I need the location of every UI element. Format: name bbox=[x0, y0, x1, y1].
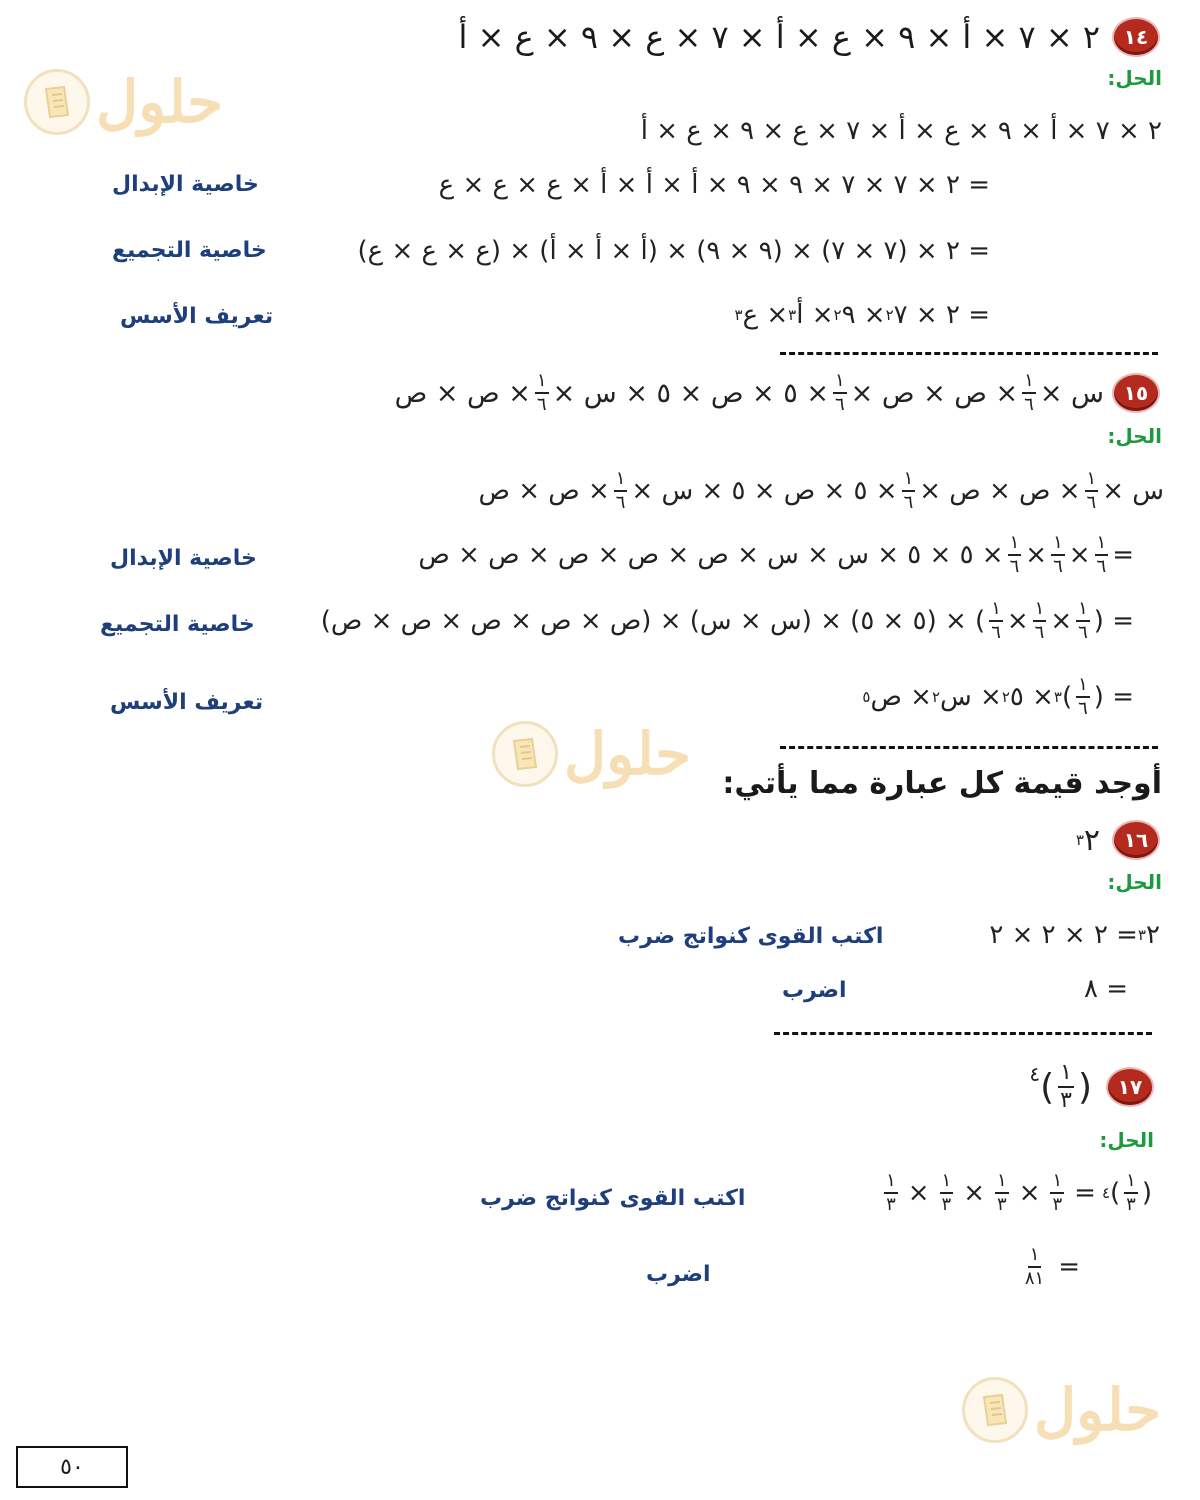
exponent: ٢ bbox=[833, 306, 842, 324]
denominator: ٣ bbox=[941, 1194, 952, 1215]
fraction bbox=[614, 470, 628, 512]
eq-part: × س bbox=[940, 682, 1002, 712]
fraction bbox=[1085, 470, 1099, 512]
denominator: ٣ bbox=[997, 1194, 1007, 1215]
eq-part: × ٥ × ص × ٥ × س × bbox=[552, 377, 829, 409]
reason-label: خاصية الإبدال bbox=[112, 172, 259, 197]
problem-number-badge: ١٧ bbox=[1108, 1069, 1152, 1105]
solution-line bbox=[321, 600, 1134, 642]
numerator: ١ bbox=[1051, 534, 1065, 556]
eq-part: س × bbox=[1102, 476, 1164, 506]
times-sign: × bbox=[1018, 1178, 1041, 1208]
denominator: ٦ bbox=[1024, 394, 1034, 415]
solution-line bbox=[989, 920, 1160, 950]
exponent: ٥ bbox=[862, 688, 871, 706]
eq-part: × ص × ص bbox=[478, 476, 610, 506]
numerator: ١ bbox=[995, 1172, 1009, 1194]
eq-part: = ( bbox=[1093, 682, 1134, 712]
solution-label: الحل: bbox=[1107, 424, 1162, 448]
power-base: ٢ bbox=[1146, 920, 1160, 950]
page-number-box bbox=[16, 1446, 128, 1488]
eq-part: ) × (٥ × ٥) × (س × س) × (ص × ص × ص × ص × ص) bbox=[320, 606, 986, 636]
equation-text: = ٢ × (٧ × ٧) × (٩ × ٩) × (أ × أ × أ) × (ع × ع × ع) bbox=[357, 236, 990, 266]
fraction bbox=[902, 470, 916, 512]
exponent: ٣ bbox=[788, 306, 797, 324]
section-heading: أوجد قيمة كل عبارة مما يأتي: bbox=[722, 766, 1162, 801]
equation-text bbox=[321, 600, 1134, 642]
eq-part: = bbox=[1058, 1252, 1080, 1282]
open-paren: ( bbox=[1077, 1066, 1092, 1108]
denominator: ٦ bbox=[1078, 622, 1088, 643]
fraction bbox=[1051, 534, 1065, 576]
fraction bbox=[995, 1172, 1009, 1214]
denominator: ٦ bbox=[835, 394, 845, 415]
problem-number-badge: ١٤ bbox=[1114, 19, 1158, 55]
question-expression: ٢ × ٧ × أ × ٩ × ع × أ × ٧ × ع × ٩ × ع × أ bbox=[458, 18, 1100, 56]
solution-line bbox=[439, 170, 990, 200]
fraction bbox=[833, 372, 847, 414]
reason-label: تعريف الأسس bbox=[120, 304, 274, 329]
eq-part: × ص bbox=[870, 682, 932, 712]
question-expression bbox=[395, 372, 1104, 414]
exponent: ٢ bbox=[931, 688, 941, 706]
numerator: ١ bbox=[884, 1172, 898, 1194]
numerator: ١ bbox=[833, 372, 847, 394]
fraction bbox=[989, 600, 1003, 642]
solution-line bbox=[479, 470, 1165, 512]
eq-part: س × bbox=[1039, 377, 1104, 409]
reason-label: خاصية الإبدال bbox=[110, 546, 257, 571]
solution-line bbox=[641, 116, 1162, 146]
dashed-divider bbox=[780, 352, 1158, 355]
book-icon bbox=[24, 69, 90, 135]
numerator: ١ bbox=[614, 470, 628, 492]
exponent: ٣ bbox=[734, 306, 743, 324]
numerator: ١ bbox=[1124, 1172, 1138, 1194]
times-sign: × bbox=[907, 1178, 930, 1208]
denominator: ٣ bbox=[1052, 1194, 1063, 1215]
numerator: ١ bbox=[1058, 1062, 1074, 1088]
reason-label: خاصية التجميع bbox=[100, 612, 255, 637]
times-sign: × bbox=[1050, 606, 1073, 636]
numerator: ١ bbox=[1022, 372, 1036, 394]
question-expression bbox=[1029, 1062, 1092, 1112]
fraction bbox=[1076, 676, 1090, 718]
fraction bbox=[1058, 1062, 1074, 1112]
fraction bbox=[1124, 1172, 1138, 1214]
close-paren: ) bbox=[1040, 1066, 1055, 1108]
reason-label: اضرب bbox=[646, 1262, 711, 1287]
page-number: ٥٠ bbox=[60, 1454, 84, 1480]
equation-text bbox=[989, 920, 1160, 950]
denominator: ٦ bbox=[1078, 698, 1088, 719]
solution-label: الحل: bbox=[1107, 66, 1162, 90]
fraction bbox=[535, 372, 549, 414]
dashed-divider bbox=[780, 746, 1158, 749]
problem-14-question bbox=[459, 18, 1158, 56]
eq-part: × أ bbox=[796, 300, 834, 330]
eq-part: = ٢ × ٢ × ٢ bbox=[989, 920, 1138, 950]
denominator: ٦ bbox=[536, 394, 547, 415]
numerator: ١ bbox=[535, 372, 549, 394]
eq-part: = ( bbox=[1093, 606, 1134, 636]
numerator: ١ bbox=[1028, 1246, 1042, 1268]
denominator: ٦ bbox=[903, 492, 914, 513]
fraction bbox=[884, 1172, 898, 1214]
watermark-text: حلول bbox=[564, 720, 692, 788]
equation-text: = ٢ × ٧ × ٧ × ٩ × ٩ × أ × أ × أ × ع × ع × ع bbox=[438, 170, 990, 200]
watermark bbox=[24, 68, 223, 136]
fraction bbox=[1022, 372, 1036, 414]
equation-text: = ٨ bbox=[1083, 974, 1128, 1004]
eq-part: × ٥ × ٥ × س × س × ص × ص × ص × ص × ص bbox=[418, 540, 1004, 570]
fraction bbox=[1008, 534, 1022, 576]
solution-line bbox=[735, 300, 990, 330]
solution-line bbox=[418, 534, 1134, 576]
denominator: ٣ bbox=[1126, 1194, 1136, 1215]
watermark-text: حلول bbox=[1034, 1376, 1162, 1444]
exponent: ٣ bbox=[1053, 688, 1062, 706]
book-icon bbox=[492, 721, 558, 787]
times-sign: × bbox=[963, 1178, 986, 1208]
fraction bbox=[1025, 1246, 1044, 1288]
denominator: ٦ bbox=[1009, 556, 1020, 577]
exponent: ٢ bbox=[1001, 688, 1010, 706]
numerator: ١ bbox=[1008, 534, 1022, 556]
problem-number-badge: ١٥ bbox=[1114, 375, 1158, 411]
numerator: ١ bbox=[1076, 676, 1090, 698]
equation-text bbox=[1021, 1246, 1080, 1288]
dashed-divider bbox=[774, 1032, 1152, 1035]
denominator: ٦ bbox=[1053, 556, 1063, 577]
times-sign: × bbox=[1006, 606, 1029, 636]
numerator: ١ bbox=[989, 600, 1003, 622]
problem-16-question bbox=[1076, 822, 1158, 858]
numerator: ١ bbox=[1085, 470, 1099, 492]
book-icon bbox=[962, 1377, 1028, 1443]
eq-part: × ٥ × ص × ٥ × س × bbox=[631, 476, 898, 506]
eq-part: × ص × ص × bbox=[850, 377, 1019, 409]
numerator: ١ bbox=[1095, 534, 1109, 556]
eq-part: × ص × ص bbox=[394, 377, 531, 409]
equation-text bbox=[479, 470, 1165, 512]
solution-line bbox=[1021, 1246, 1080, 1288]
watermark bbox=[962, 1376, 1161, 1444]
fraction bbox=[1076, 600, 1090, 642]
question-expression bbox=[1076, 823, 1100, 858]
denominator: ٣ bbox=[1060, 1088, 1072, 1113]
open-paren: ( bbox=[1141, 1178, 1152, 1208]
watermark bbox=[492, 720, 691, 788]
solution-line bbox=[358, 236, 990, 266]
times-sign: × bbox=[1025, 540, 1048, 570]
reason-label: تعريف الأسس bbox=[110, 690, 264, 715]
denominator: ٨١ bbox=[1024, 1268, 1045, 1289]
reason-label: اكتب القوى كنواتج ضرب bbox=[480, 1186, 746, 1211]
watermark-text: حلول bbox=[96, 68, 224, 136]
fraction bbox=[1033, 600, 1047, 642]
solution-line bbox=[1084, 974, 1128, 1004]
solution-label: الحل: bbox=[1099, 1128, 1154, 1152]
close-paren: ) bbox=[1110, 1178, 1121, 1208]
problem-15-question bbox=[395, 372, 1158, 414]
numerator: ١ bbox=[1033, 600, 1047, 622]
exponent: ٣ bbox=[1137, 926, 1147, 944]
eq-part: = ٢ × ٧ bbox=[893, 300, 990, 330]
solution-label: الحل: bbox=[1107, 870, 1162, 894]
denominator: ٦ bbox=[991, 622, 1001, 643]
reason-label: اضرب bbox=[782, 978, 847, 1003]
power-base: ٢ bbox=[1083, 822, 1100, 858]
numerator: ١ bbox=[902, 470, 916, 492]
eq-part: × ع bbox=[742, 300, 789, 330]
eq-part: × ٥ bbox=[1009, 682, 1054, 712]
fraction bbox=[940, 1172, 954, 1214]
exponent: ٤ bbox=[1101, 1184, 1111, 1202]
denominator: ٦ bbox=[1096, 556, 1107, 577]
denominator: ٦ bbox=[1086, 492, 1097, 513]
fraction bbox=[1095, 534, 1109, 576]
reason-label: خاصية التجميع bbox=[112, 238, 267, 263]
eq-part: = bbox=[1074, 1178, 1096, 1208]
equation-text bbox=[735, 300, 990, 330]
numerator: ١ bbox=[940, 1172, 954, 1194]
eq-part: = bbox=[1112, 540, 1134, 570]
denominator: ٣ bbox=[886, 1194, 896, 1215]
reason-label: اكتب القوى كنواتج ضرب bbox=[618, 924, 884, 949]
problem-17-question bbox=[1029, 1062, 1152, 1112]
exponent: ٣ bbox=[1075, 831, 1084, 849]
exponent: ٢ bbox=[885, 306, 894, 324]
equation-text bbox=[880, 1172, 1152, 1214]
solution-line bbox=[862, 676, 1134, 718]
numerator: ١ bbox=[1050, 1172, 1064, 1194]
numerator: ١ bbox=[1076, 600, 1090, 622]
eq-part: × ٩ bbox=[841, 300, 886, 330]
exponent: ٤ bbox=[1029, 1062, 1041, 1086]
denominator: ٦ bbox=[615, 492, 626, 513]
equation-text: ٢ × ٧ × أ × ٩ × ع × أ × ٧ × ع × ٩ × ع × أ bbox=[640, 116, 1162, 146]
equation-text bbox=[418, 534, 1134, 576]
problem-number-badge: ١٦ bbox=[1114, 822, 1158, 858]
fraction bbox=[1050, 1172, 1064, 1214]
denominator: ٦ bbox=[1034, 622, 1045, 643]
equation-text bbox=[862, 676, 1134, 718]
solution-line bbox=[880, 1172, 1152, 1214]
times-sign: × bbox=[1068, 540, 1091, 570]
eq-part: ) bbox=[1061, 682, 1073, 712]
eq-part: × ص × ص × bbox=[919, 476, 1081, 506]
